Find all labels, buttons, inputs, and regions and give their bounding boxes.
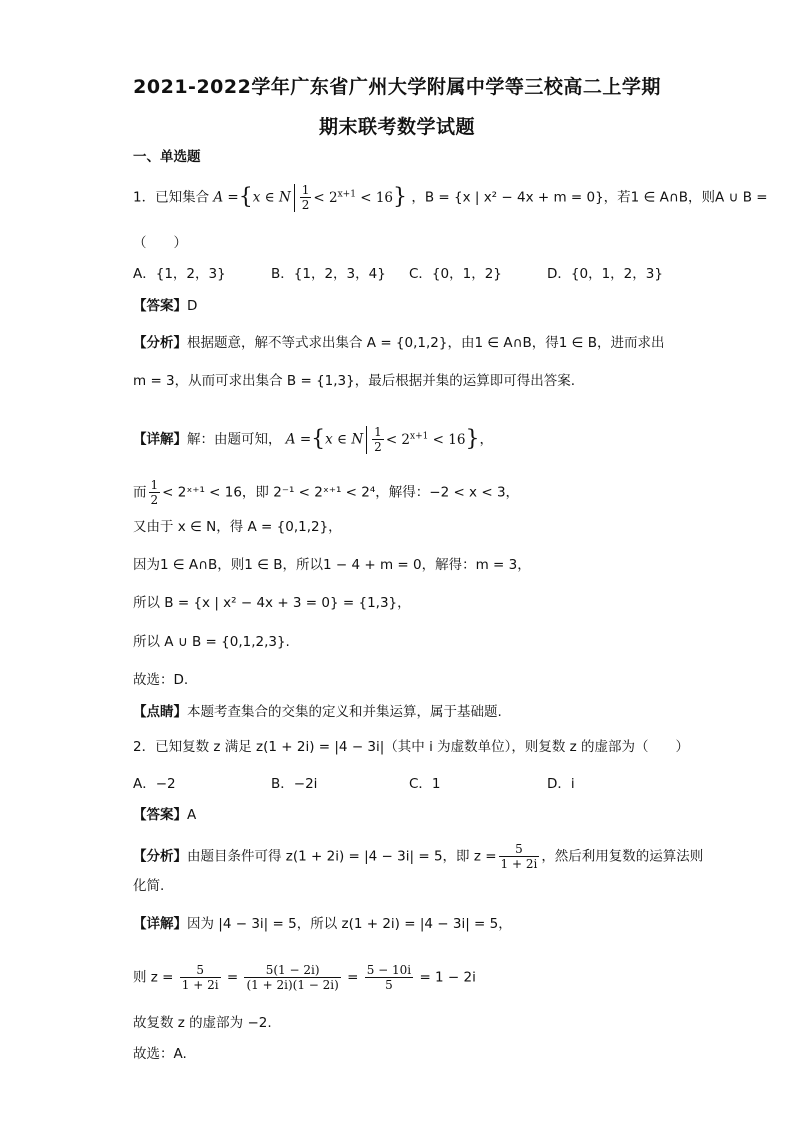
answer-value: D (187, 298, 198, 314)
analysis-post: ，然后利用复数的运算法则 (541, 848, 704, 865)
detail-tag: 【详解】 (133, 916, 187, 932)
q1-detail-set-a: A = (285, 431, 312, 448)
title-line-1: 2021-2022学年广东省广州大学附属中学等三校高二上学期 (133, 76, 661, 98)
fraction-simplified: $\frac{5 - 10i}{5}$ (366, 963, 412, 992)
q1-set-a-ineq: < $2^{x+1} < 16$ (313, 189, 394, 206)
divider-bar (366, 426, 367, 454)
q1-option-b: B．{1，2，3，4} (271, 266, 386, 282)
q1-option-d: D．{0，1，2，3} (547, 266, 663, 282)
brace-open: { (311, 426, 326, 452)
analysis-text: 根据题意，解不等式求出集合 A = {0,1,2}，由1 ∈ A∩B，得1 ∈ B，进而求出 (187, 335, 665, 351)
analysis-pre: 由题目条件可得 z(1 + 2i) = |4 − 3i| = 5，即 z = (187, 848, 497, 865)
fraction-half: $\frac{1}{2}$ (374, 425, 382, 454)
analysis-tag: 【分析】 (133, 848, 187, 865)
fraction-half: $\frac{1}{2}$ (150, 478, 159, 507)
q1-paren: （ ） (133, 235, 187, 251)
q2-option-a: A．−2 (133, 776, 176, 792)
q2-option-d: D．i (547, 776, 575, 792)
answer-value: A (187, 807, 197, 823)
q1-answer (133, 296, 197, 316)
fraction-5-over-1p2i: $\frac{5}{1 + 2i}$ (181, 963, 219, 992)
section-heading: 一、单选题 (133, 149, 201, 165)
q1-detail-x: x ∈ N (325, 431, 364, 448)
brace-close: } (465, 426, 480, 452)
comment-tag: 【点睛】 (133, 704, 187, 720)
brace-open: { (238, 184, 253, 210)
title-line-2: 期末联考数学试题 (318, 116, 475, 138)
detail-text: 因为 |4 − 3i| = 5，所以 z(1 + 2i) = |4 − 3i| = 5， (187, 916, 512, 932)
q1-analysis-1 (133, 333, 664, 353)
q2-analysis-2: 化简. (133, 878, 165, 894)
q1-set-a: A = (213, 189, 239, 206)
fraction-5-over-1p2i: $\frac{5}{1 + 2i}$ (500, 842, 538, 871)
detail-text: 解：由题可知， (187, 431, 282, 448)
q1-stem-prefix: 1．已知集合 (133, 189, 210, 206)
analysis-tag: 【分析】 (133, 335, 187, 351)
q2-detail-1 (133, 914, 512, 934)
q2-conclusion: 故选：A. (133, 1046, 187, 1062)
q2-analysis-1 (133, 842, 703, 871)
answer-tag: 【答案】 (133, 807, 187, 823)
fraction-expanded: $\frac{5(1 - 2i)}{(1 + 2i)(1 - 2i)}$ (246, 963, 339, 992)
q2-detail-3: 故复数 z 的虚部为 −2. (133, 1015, 272, 1031)
q1-conclusion: 故选：D. (133, 672, 189, 688)
q1-detail-5: 所以 B = {x | x² − 4x + 3 = 0} = {1,3}， (133, 595, 411, 611)
q2-option-b: B．−2i (271, 776, 318, 792)
q1-analysis-2: m = 3，从而可求出集合 B = {1,3}，最后根据并集的运算即可得出答案. (133, 373, 576, 389)
detail-tag: 【详解】 (133, 431, 187, 448)
fraction-half: $\frac{1}{2}$ (301, 183, 310, 212)
q1-stem (133, 183, 768, 212)
detail-2-pre: 则 z = (133, 969, 174, 986)
q1-detail-4: 因为1 ∈ A∩B，则1 ∈ B，所以1 − 4 + m = 0，解得：m = 3， (133, 557, 531, 573)
q2-stem: 2．已知复数 z 满足 z(1 + 2i) = |4 − 3i|（其中 i 为虚数单位），则复数 z 的虚部为（ ） (133, 739, 690, 755)
divider-bar (294, 184, 295, 212)
q1-stem-setb: ，B = {x | x² − 4x + m = 0}，若1 ∈ A∩B，则A ∪ B = (411, 189, 768, 206)
q2-option-c: C．1 (409, 776, 441, 792)
q1-detail-3: 又由于 x ∈ N，得 A = {0,1,2}， (133, 519, 342, 535)
detail-2-post: = 1 − 2i (419, 969, 476, 986)
comment-text: 本题考查集合的交集的定义和并集运算，属于基础题. (187, 704, 502, 720)
answer-tag: 【答案】 (133, 298, 187, 314)
brace-close: } (393, 184, 408, 210)
q1-detail-ineq: < $2^{x+1} < 16$ (385, 431, 466, 448)
q1-option-c: C．{0，1，2} (409, 266, 502, 282)
q1-detail-6: 所以 A ∪ B = {0,1,2,3}. (133, 634, 290, 650)
q1-detail-2 (133, 478, 519, 507)
detail-2-post: < 2ˣ⁺¹ < 16，即 2⁻¹ < 2ˣ⁺¹ < 2⁴，解得：−2 < x < 3， (162, 484, 520, 501)
q2-answer (133, 805, 196, 825)
q1-option-a: A．{1，2，3} (133, 266, 226, 282)
q1-set-a-x: x ∈ N (252, 189, 291, 206)
detail-2-pre: 而 (133, 484, 147, 501)
q1-detail-1: 【详解】解：由题可知， A ={x ∈ N $\frac{1}{2}$ < $2^{x+1} < 16$}， (133, 425, 493, 454)
q2-detail-2: 则 z = $\frac{5}{1 + 2i}$ = $\frac{5(1 - 2i)}{(1 + 2i)(1 - 2i)}$ = $\frac{5 - 10i}{5}$ = 1 − 2i (133, 963, 476, 992)
q1-comment (133, 702, 502, 722)
